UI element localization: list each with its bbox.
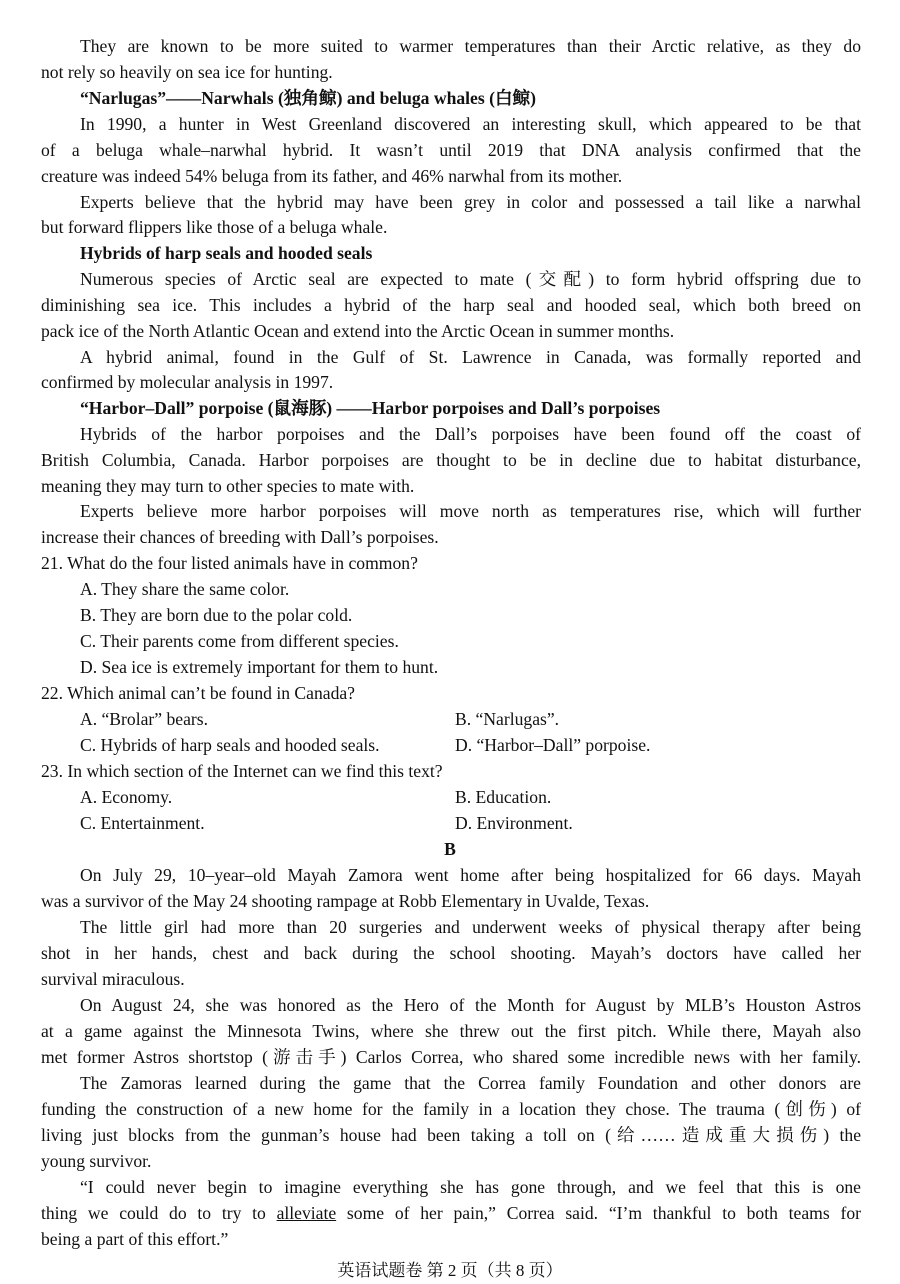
text-line: meaning they may turn to other species to mate with. xyxy=(41,476,415,496)
question-23-option-c: C. Entertainment. xyxy=(80,813,205,833)
text-line: pack ice of the North Atlantic Ocean and extend into the Arctic Ocean in summer months. xyxy=(41,321,675,341)
text-line: British Columbia, Canada. Harbor porpoises are thought to be in decline due to habitat disturbance, xyxy=(41,450,861,470)
text-line: On July 29, 10–year–old Mayah Zamora went home after being hospitalized for 66 days. Mayah xyxy=(80,865,861,885)
underlined-word: alleviate xyxy=(276,1203,337,1223)
text-line: but forward flippers like those of a beluga whale. xyxy=(41,217,388,237)
text-line: “I could never begin to imagine everything she has gone through, and we feel that this is one xyxy=(80,1177,861,1197)
question-22-option-a: A. “Brolar” bears. xyxy=(80,709,208,729)
text-line: funding the construction of a new home for the family in a location they chose. The trauma (创伤) of xyxy=(41,1099,861,1119)
text-line: increase their chances of breeding with Dall’s porpoises. xyxy=(41,527,439,547)
text-line: The Zamoras learned during the game that the Correa family Foundation and other donors are xyxy=(80,1073,861,1093)
text-line: living just blocks from the gunman’s house had been taking a toll on (给……造成重大损伤) the xyxy=(41,1125,861,1145)
question-21-option-a: A. They share the same color. xyxy=(80,579,290,599)
text-line: On August 24, she was honored as the Hero of the Month for August by MLB’s Houston Astros xyxy=(80,995,861,1015)
text-line: confirmed by molecular analysis in 1997. xyxy=(41,372,334,392)
question-23-option-a: A. Economy. xyxy=(80,787,173,807)
page-footer: 英语试题卷 第 2 页（共 8 页） xyxy=(337,1261,563,1280)
question-22-stem: 22. Which animal can’t be found in Canada? xyxy=(41,683,355,703)
question-22-option-d: D. “Harbor–Dall” porpoise. xyxy=(455,735,651,755)
question-23-option-d: D. Environment. xyxy=(455,813,573,833)
text-line: not rely so heavily on sea ice for hunting. xyxy=(41,62,333,82)
text-line: Experts believe more harbor porpoises will move north as temperatures rise, which will further xyxy=(80,501,861,521)
section-heading-seals: Hybrids of harp seals and hooded seals xyxy=(80,243,373,263)
passage-b-label: B xyxy=(444,839,456,859)
text-line: at a game against the Minnesota Twins, where she threw out the first pitch. While there, Mayah also xyxy=(41,1021,861,1041)
text-segment: some of her pain,” Correa said. “I’m thankful to both teams for xyxy=(336,1203,861,1223)
section-heading-narlugas: “Narlugas”——Narwhals (独角鲸) and beluga whales (白鲸) xyxy=(80,88,536,108)
text-line: Hybrids of the harbor porpoises and the Dall’s porpoises have been found off the coast of xyxy=(80,424,861,444)
text-line: creature was indeed 54% beluga from its father, and 46% narwhal from its mother. xyxy=(41,166,623,186)
text-line xyxy=(41,1200,861,1226)
text-line: of a beluga whale–narwhal hybrid. It wasn’t until 2019 that DNA analysis confirmed that the xyxy=(41,140,861,160)
question-22-option-c: C. Hybrids of harp seals and hooded seals. xyxy=(80,735,380,755)
question-21-option-c: C. Their parents come from different species. xyxy=(80,631,399,651)
text-line: shot in her hands, chest and back during the school shooting. Mayah’s doctors have called her xyxy=(41,943,861,963)
question-21-stem: 21. What do the four listed animals have in common? xyxy=(41,553,418,573)
question-21-option-b: B. They are born due to the polar cold. xyxy=(80,605,353,625)
text-line: The little girl had more than 20 surgeries and underwent weeks of physical therapy after being xyxy=(80,917,861,937)
text-line: survival miraculous. xyxy=(41,969,185,989)
question-23-stem: 23. In which section of the Internet can we find this text? xyxy=(41,761,443,781)
text-line: diminishing sea ice. This includes a hybrid of the harp seal and hooded seal, which both breed on xyxy=(41,295,861,315)
text-line: In 1990, a hunter in West Greenland discovered an interesting skull, which appeared to be that xyxy=(80,114,861,134)
text-line: Numerous species of Arctic seal are expected to mate (交配) to form hybrid offspring due to xyxy=(80,269,861,289)
text-line: young survivor. xyxy=(41,1151,152,1171)
text-segment: thing we could do to try to xyxy=(41,1203,277,1223)
text-line: was a survivor of the May 24 shooting rampage at Robb Elementary in Uvalde, Texas. xyxy=(41,891,650,911)
question-21-option-d: D. Sea ice is extremely important for them to hunt. xyxy=(80,657,439,677)
question-22-option-b: B. “Narlugas”. xyxy=(455,709,560,729)
text-line: They are known to be more suited to warmer temperatures than their Arctic relative, as they do xyxy=(80,36,861,56)
question-23-option-b: B. Education. xyxy=(455,787,552,807)
text-line: being a part of this effort.” xyxy=(41,1229,229,1249)
text-line: met former Astros shortstop (游击手) Carlos Correa, who shared some incredible news with her family. xyxy=(41,1047,861,1067)
section-heading-porpoise: “Harbor–Dall” porpoise (鼠海豚) ——Harbor porpoises and Dall’s porpoises xyxy=(80,398,661,418)
text-line: A hybrid animal, found in the Gulf of St. Lawrence in Canada, was formally reported and xyxy=(80,347,861,367)
text-line: Experts believe that the hybrid may have been grey in color and possessed a tail like a narwhal xyxy=(80,192,861,212)
